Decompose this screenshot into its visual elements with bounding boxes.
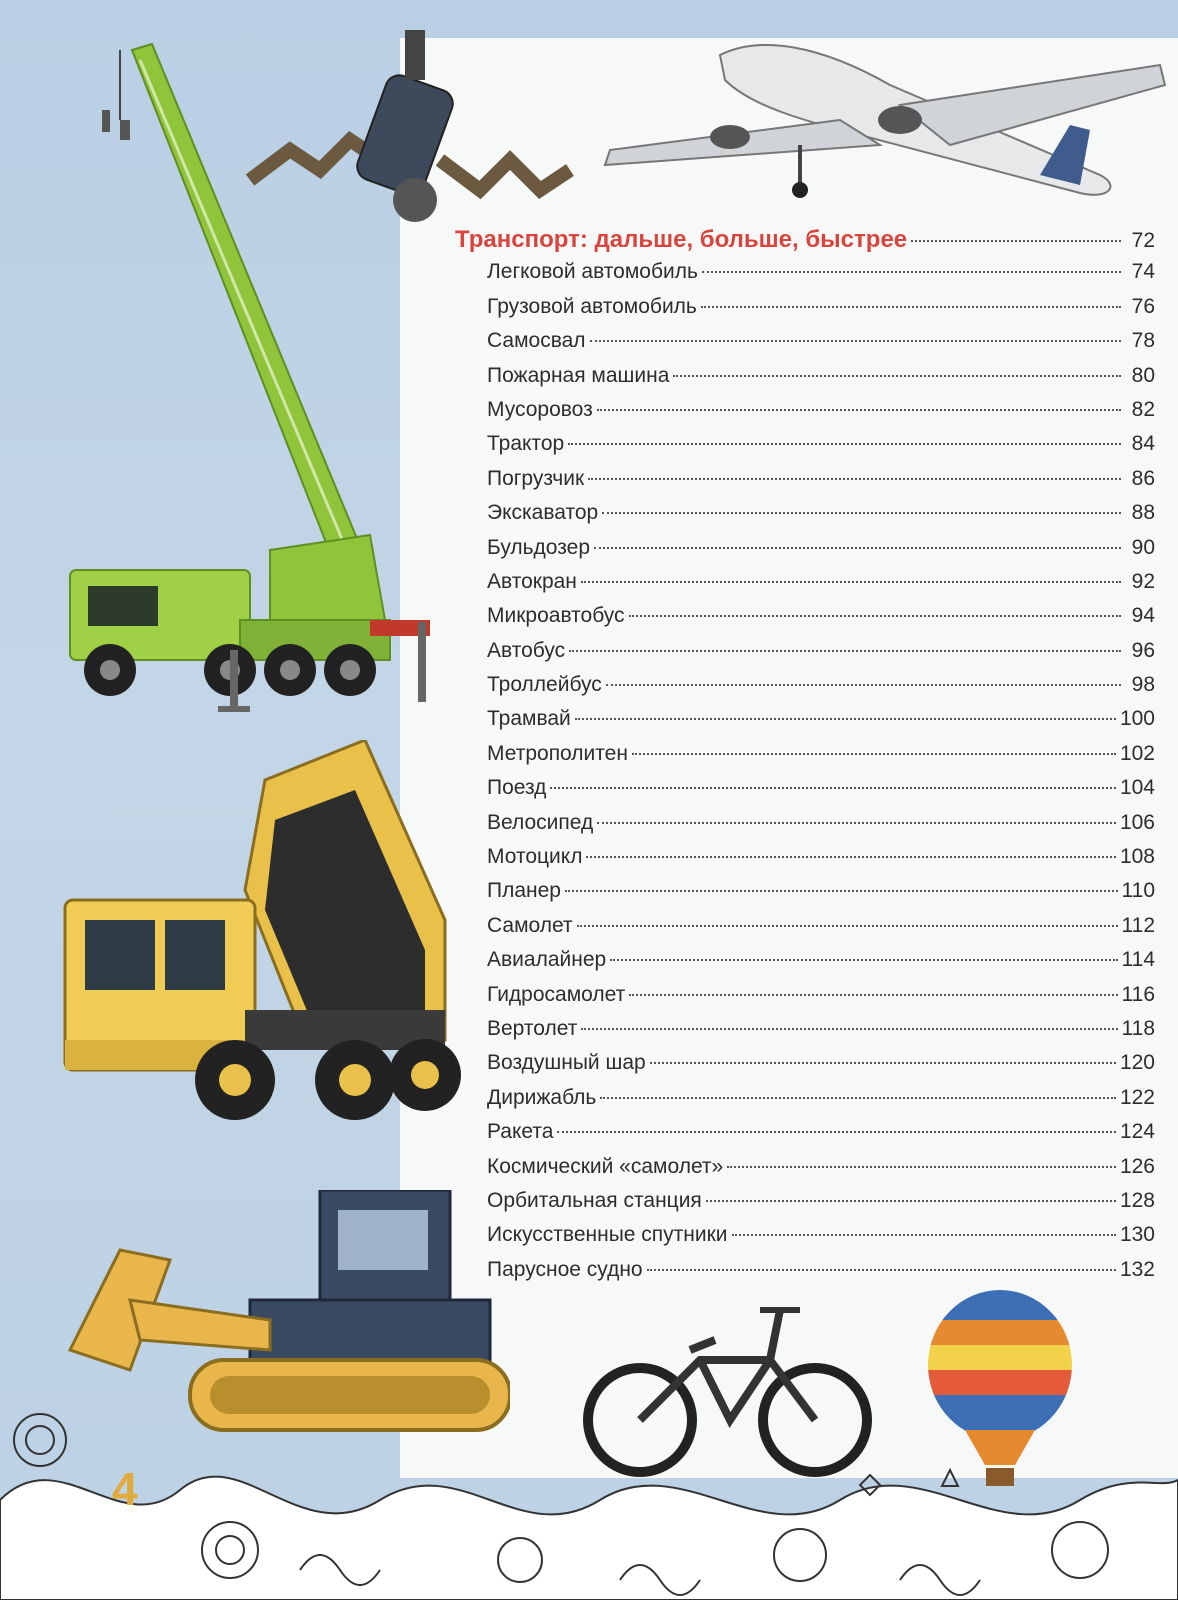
dot-leader [581,581,1121,583]
airliner-illustration [600,25,1170,215]
toc-item-page: 102 [1119,741,1155,765]
toc-item[interactable] [455,1223,1155,1257]
toc-item-label: Велосипед [487,810,594,834]
toc-item-label: Самосвал [487,329,586,353]
toc-item-page: 108 [1119,845,1155,869]
dot-leader [594,547,1121,549]
toc-item[interactable] [455,1017,1155,1051]
toc-item[interactable] [455,1120,1155,1154]
toc-item-page: 92 [1131,569,1155,593]
toc-item[interactable] [455,914,1155,948]
toc-heading-page: 72 [1131,229,1155,252]
toc-item[interactable] [455,260,1155,294]
toc-item-page: 88 [1131,501,1155,525]
dot-leader [629,615,1121,617]
toc-item[interactable] [455,501,1155,535]
dump-truck-illustration [45,740,465,1140]
dot-leader [586,856,1116,858]
toc-item-page: 110 [1121,879,1155,903]
toc-item-label: Грузовой автомобиль [487,294,697,318]
toc-item[interactable] [455,707,1155,741]
toc-item[interactable] [455,1258,1155,1292]
dot-leader [600,1097,1116,1099]
page-number: 4 [112,1463,138,1515]
toc-item-label: Парусное судно [487,1257,643,1281]
dot-leader [575,718,1116,720]
toc-item[interactable] [455,673,1155,707]
toc-item[interactable] [455,983,1155,1017]
toc-item-label: Планер [487,879,561,903]
toc-item-page: 98 [1131,673,1155,697]
toc-item-label: Авиалайнер [487,948,607,972]
toc-item-page: 90 [1131,535,1155,559]
toc-item-page: 82 [1131,397,1155,421]
toc-item[interactable] [455,570,1155,604]
toc-item[interactable] [455,364,1155,398]
toc-item-label: Самолет [487,913,573,937]
toc-item[interactable] [455,1051,1155,1085]
dot-leader [577,925,1118,927]
toc-item[interactable] [455,811,1155,845]
dot-leader [610,959,1117,961]
toc-item-label: Мусоровоз [487,397,593,421]
toc-item-label: Экскаватор [487,501,599,525]
dot-leader [673,375,1121,377]
dot-leader [597,822,1116,824]
dot-leader [727,1166,1116,1168]
dot-leader [911,240,1121,242]
toc-item-page: 112 [1121,913,1155,937]
toc-item-label: Искусственные спутники [487,1223,728,1247]
dot-leader [565,890,1118,892]
toc-item-label: Мотоцикл [487,845,583,869]
dot-leader [732,1234,1116,1236]
toc-item-page: 96 [1131,638,1155,662]
table-of-contents [455,226,1155,1292]
dot-leader [706,1200,1116,1202]
toc-item-page: 132 [1119,1257,1155,1281]
dot-leader [588,478,1121,480]
toc-item[interactable] [455,639,1155,673]
toc-item-label: Микроавтобус [487,604,625,628]
dot-leader [629,994,1117,996]
toc-item-page: 84 [1131,432,1155,456]
toc-item[interactable] [455,467,1155,501]
toc-item-label: Метрополитен [487,741,628,765]
dot-leader [602,512,1121,514]
dot-leader [650,1062,1116,1064]
toc-item-label: Трамвай [487,707,571,731]
toc-item[interactable] [455,329,1155,363]
dot-leader [568,443,1121,445]
toc-item-page: 122 [1119,1085,1155,1109]
dot-leader [557,1131,1115,1133]
toc-item[interactable] [455,879,1155,913]
dot-leader [647,1269,1116,1271]
toc-item-page: 74 [1131,260,1155,284]
toc-item[interactable] [455,536,1155,570]
toc-item-page: 76 [1131,294,1155,318]
toc-item[interactable] [455,398,1155,432]
toc-item-label: Воздушный шар [487,1051,646,1075]
toc-item-page: 78 [1131,329,1155,353]
toc-item-label: Погрузчик [487,466,585,490]
toc-item-page: 114 [1121,948,1155,972]
toc-item-label: Троллейбус [487,673,602,697]
toc-item-page: 86 [1131,466,1155,490]
dot-leader [702,271,1121,273]
toc-item-page: 124 [1119,1120,1155,1144]
toc-item-label: Автобус [487,638,566,662]
dot-leader [550,787,1116,789]
dot-leader [597,409,1121,411]
toc-item[interactable] [455,948,1155,982]
dot-leader [581,1028,1117,1030]
toc-item[interactable] [455,1189,1155,1223]
toc-item-page: 120 [1119,1051,1155,1075]
toc-item-label: Поезд [487,776,547,800]
toc-item[interactable] [455,432,1155,466]
toc-item-label: Автокран [487,569,577,593]
toc-item-page: 106 [1119,810,1155,834]
doodle-border-decoration [0,1380,1178,1600]
toc-item[interactable] [455,295,1155,329]
toc-item-label: Космический «самолет» [487,1154,724,1178]
toc-item-label: Гидросамолет [487,982,626,1006]
toc-item[interactable] [455,742,1155,776]
toc-item-label: Легковой автомобиль [487,260,698,284]
dot-leader [606,684,1121,686]
toc-item-label: Бульдозер [487,535,591,559]
toc-item[interactable] [455,1155,1155,1189]
toc-item-label: Орбитальная станция [487,1188,702,1212]
toc-item[interactable] [455,1086,1155,1120]
space-station-illustration [240,20,580,250]
toc-item[interactable] [455,604,1155,638]
toc-item-page: 94 [1131,604,1155,628]
toc-item-label: Пожарная машина [487,363,670,387]
toc-item-page: 130 [1119,1223,1155,1247]
toc-heading-label: Транспорт: дальше, больше, быстрее [455,226,908,253]
toc-item-page: 116 [1121,982,1155,1006]
toc-item-page: 126 [1119,1154,1155,1178]
dot-leader [701,306,1121,308]
toc-item-label: Дирижабль [487,1085,597,1109]
dot-leader [590,340,1121,342]
toc-item-page: 80 [1131,363,1155,387]
toc-item-page: 100 [1119,707,1155,731]
toc-heading[interactable] [455,226,1155,260]
toc-item-label: Вертолет [487,1016,578,1040]
toc-item-label: Ракета [487,1120,554,1144]
toc-item-label: Трактор [487,432,565,456]
dot-leader [632,753,1116,755]
toc-item[interactable] [455,845,1155,879]
dot-leader [569,650,1121,652]
toc-item-page: 118 [1121,1016,1155,1040]
toc-item-page: 128 [1119,1188,1155,1212]
toc-item[interactable] [455,776,1155,810]
toc-item-page: 104 [1119,776,1155,800]
